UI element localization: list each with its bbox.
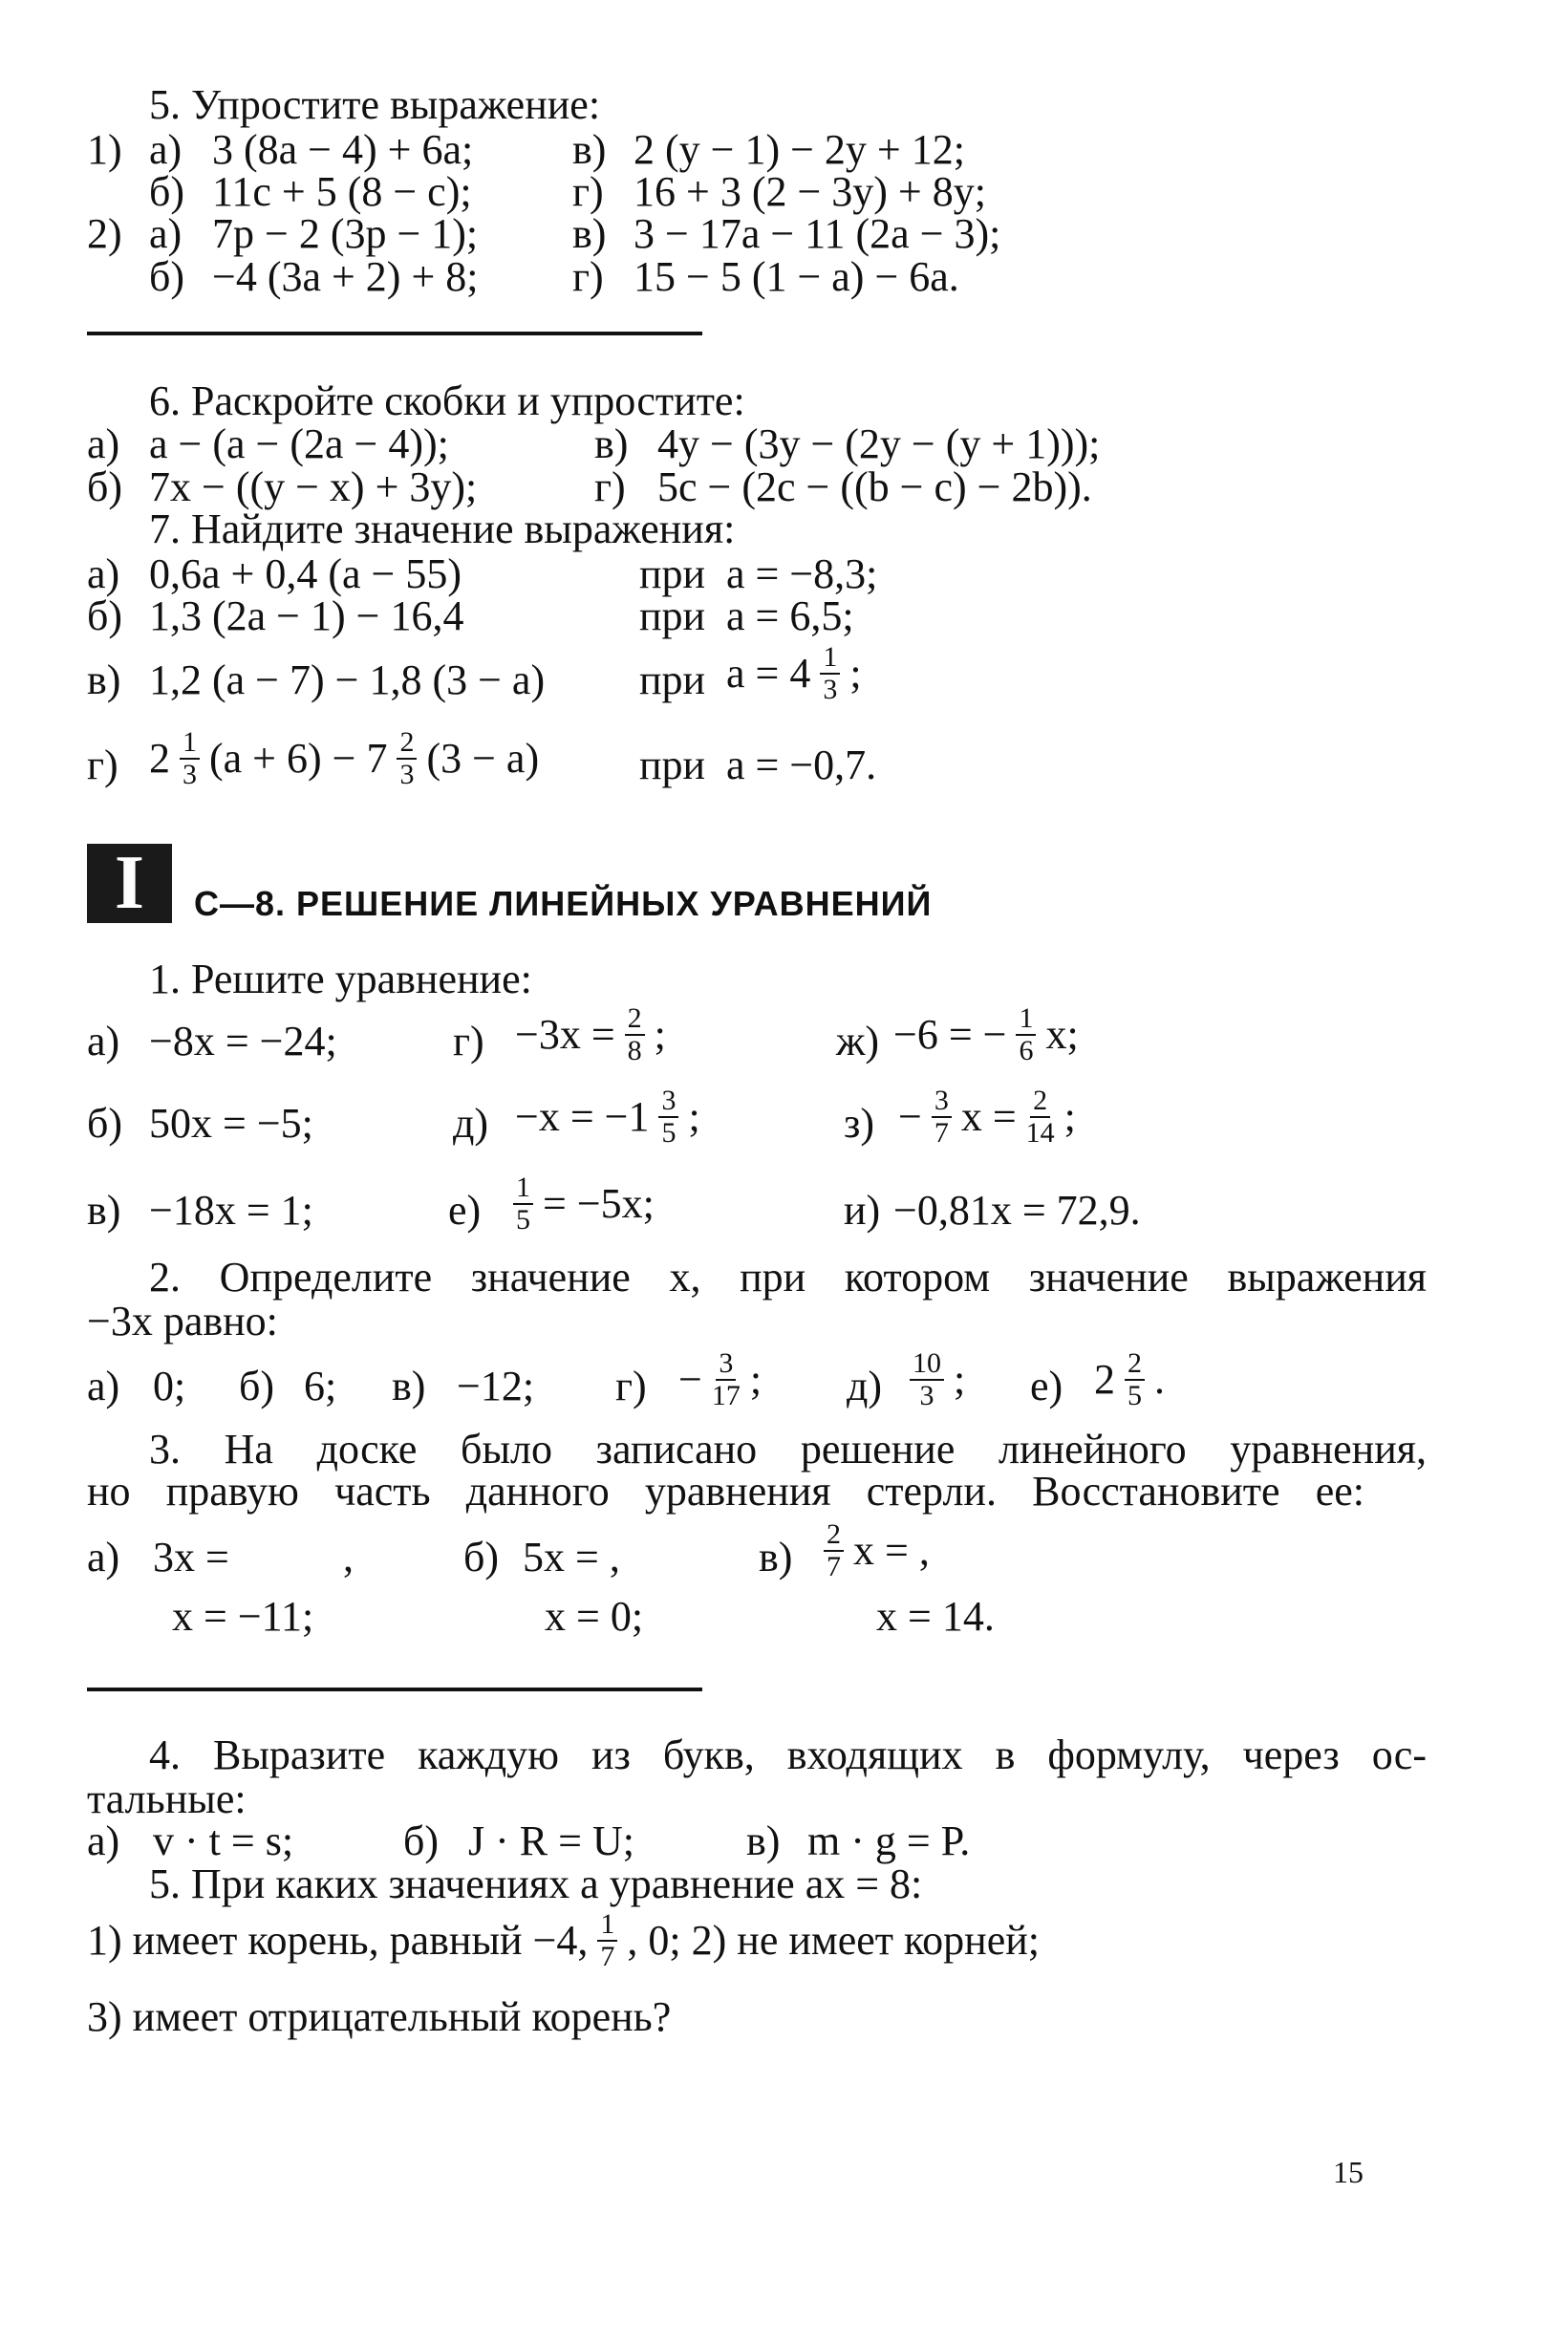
- problem-5-row: [0, 1908, 1568, 1980]
- problem-2-text: −3x равно:: [87, 1298, 278, 1344]
- problem-2-answers: а) 0; б) 6; в) −12; г) − $\frac{3}{17}$ ; д) $\frac{10}{3}$ ; е) 2 $\frac{2}{5}$ .: [87, 1347, 1165, 1411]
- exercise-6-row: б) 7x − ((y − x) + 3y); г) 5c − (2c − ((b − c) − 2b)).: [87, 463, 1092, 510]
- divider: [87, 332, 702, 335]
- page-number: 15: [1333, 2155, 1364, 2189]
- fraction: $\frac{1}{6}$: [1016, 1003, 1036, 1065]
- problem-1-row: б) 50x = −5; д) −x = −1 $\frac{3}{5}$ ; з) − $\frac{3}{7}$ x = $\frac{2}{14}$ ;: [87, 1085, 1076, 1149]
- fraction: $\frac{3}{17}$: [711, 1347, 741, 1411]
- exercise-5-title: 5. Упростите выражение:: [149, 81, 601, 128]
- value-with-fraction: a = 4 $\frac{1}{3}$ ;: [726, 641, 862, 705]
- exercise-7-row: г) 2 $\frac{1}{3}$ (a + 6) − 7 $\frac{2}{3}$ (3 − a) при a = −0,7.: [87, 726, 877, 790]
- exercise-7-row: а) 0,6a + 0,4 (a − 55) при a = −8,3;: [87, 550, 878, 597]
- problem-1-row: а) −8x = −24; г) −3x = $\frac{2}{8}$ ; ж) −6 = − $\frac{1}{6}$ x;: [87, 1002, 1079, 1066]
- answer: 2 $\frac{2}{5}$ .: [1094, 1347, 1165, 1411]
- equation: −6 = − $\frac{1}{6}$ x;: [893, 1002, 1079, 1066]
- exercise-5-row: 1) а) 3 (8a − 4) + 6a; в) 2 (y − 1) − 2y + 12;: [87, 126, 965, 173]
- equation: − $\frac{3}{7}$ x = $\frac{2}{14}$ ;: [898, 1085, 1076, 1149]
- exercise-6-row: а) a − (a − (2a − 4)); в) 4y − (3y − (2y − (y + 1)));: [87, 420, 1101, 467]
- problem-1-title: 1. Решите уравнение:: [149, 956, 532, 1002]
- problem-5-title: 5. При каких значениях a уравнение ax = 8:: [149, 1860, 923, 1907]
- problem-3-equations: а) 3x = , б) 5x = , в) $\frac{2}{7}$ x = ,: [87, 1518, 930, 1582]
- problem-5-row: 3) имеет отрицательный корень?: [87, 1993, 672, 2040]
- fraction: $\frac{2}{7}$: [824, 1519, 844, 1581]
- exercise-6-title: 6. Раскройте скобки и упростите:: [149, 377, 745, 424]
- fraction: $\frac{1}{3}$: [820, 642, 840, 704]
- fraction: $\frac{2}{8}$: [625, 1003, 645, 1065]
- fraction: $\frac{2}{14}$: [1025, 1085, 1055, 1149]
- section-title: С—8. РЕШЕНИЕ ЛИНЕЙНЫХ УРАВНЕНИЙ: [194, 884, 933, 923]
- problem-3-text: 3. На доске было записано решение линейного уравнения,: [149, 1426, 1427, 1473]
- exercise-7-row: б) 1,3 (2a − 1) − 16,4 при a = 6,5;: [87, 592, 854, 639]
- fraction: $\frac{1}{5}$: [513, 1172, 533, 1235]
- problem-4-text: 4. Выразите каждую из букв, входящих в формулу, через ос-: [149, 1731, 1427, 1778]
- equation: $\frac{2}{7}$ x = ,: [822, 1519, 930, 1581]
- problem-4-text: тальные:: [87, 1775, 247, 1822]
- answer: $\frac{10}{3}$ ;: [908, 1348, 965, 1410]
- problem-4-formulas: а) v · t = s; б) J · R = U; в) m · g = P.: [87, 1817, 971, 1864]
- exercise-5-row: 2) а) 7p − 2 (3p − 1); в) 3 − 17a − 11 (2a − 3);: [87, 210, 1001, 257]
- problem-1-row: в) −18x = 1; е) $\frac{1}{5}$ = −5x; и) −0,81x = 72,9.: [87, 1172, 1141, 1236]
- problem-3-text: но правую часть данного уравнения стерли. Восстановите ее:: [87, 1468, 1364, 1515]
- expression-with-fractions: 2 $\frac{1}{3}$ (a + 6) − 7 $\frac{2}{3}$ (3 − a): [149, 726, 540, 790]
- fraction: $\frac{2}{3}$: [397, 727, 417, 789]
- exercise-7-row: в) 1,2 (a − 7) − 1,8 (3 − a) при a = 4 $\frac{1}{3}$ ;: [87, 641, 862, 705]
- fraction: $\frac{1}{3}$: [180, 727, 200, 789]
- exercise-5-row: б) 11c + 5 (8 − c); г) 16 + 3 (2 − 3y) + 8y;: [149, 168, 986, 215]
- divider: [87, 1688, 702, 1691]
- exercise-5-row: б) −4 (3a + 2) + 8; г) 15 − 5 (1 − a) − 6a.: [149, 253, 959, 300]
- answer: − $\frac{3}{17}$ ;: [678, 1347, 763, 1411]
- exercise-7-title: 7. Найдите значение выражения:: [149, 505, 736, 552]
- equation: −x = −1 $\frac{3}{5}$ ;: [515, 1085, 700, 1149]
- section-badge: I: [87, 844, 172, 923]
- fraction: $\frac{2}{5}$: [1125, 1348, 1145, 1410]
- condition: 1) имеет корень, равный −4, $\frac{1}{7}$ , 0; 2) не имеет корней;: [87, 1908, 1041, 1972]
- fraction: $\frac{10}{3}$: [910, 1348, 944, 1410]
- problem-3-roots: x = −11; x = 0; x = 14.: [172, 1593, 995, 1640]
- fraction: $\frac{3}{7}$: [932, 1086, 952, 1148]
- problem-2-text: 2. Определите значение x, при котором значение выражения: [149, 1254, 1427, 1301]
- equation: −3x = $\frac{2}{8}$ ;: [515, 1002, 666, 1066]
- fraction: $\frac{3}{5}$: [658, 1086, 678, 1148]
- fraction: $\frac{1}{7}$: [597, 1909, 617, 1971]
- equation: $\frac{1}{5}$ = −5x;: [511, 1172, 655, 1235]
